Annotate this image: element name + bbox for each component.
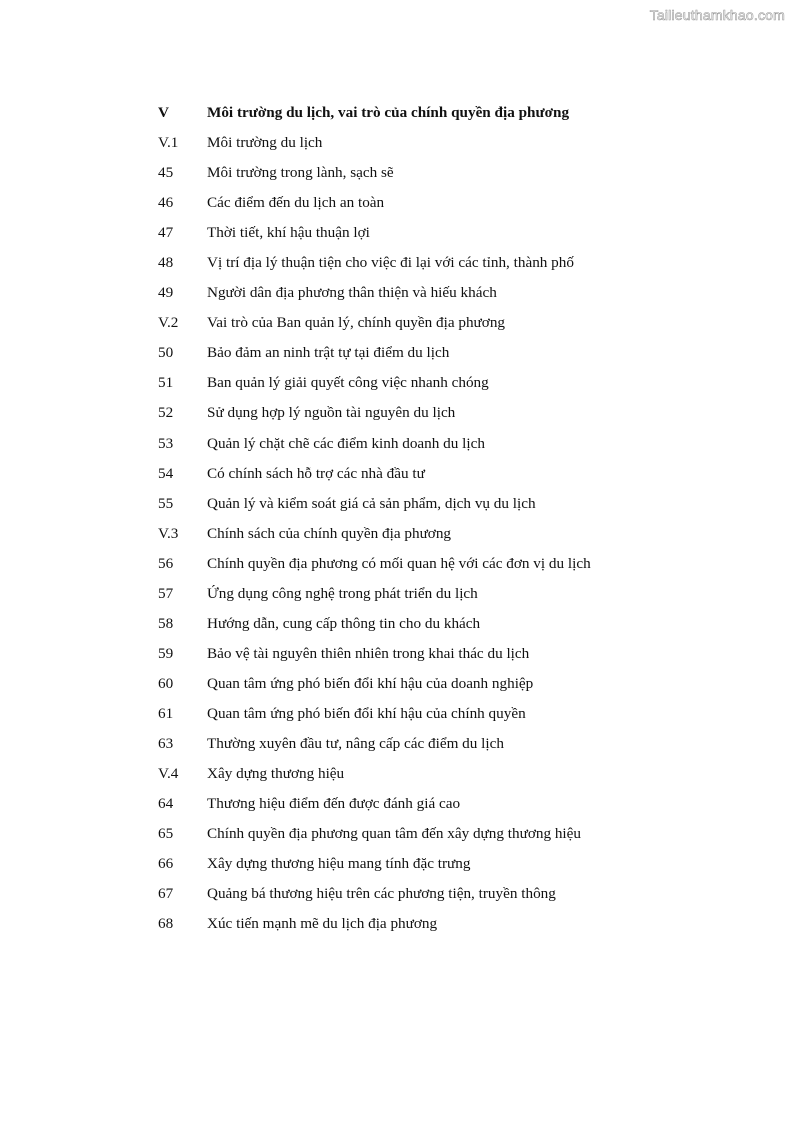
item-text: Thời tiết, khí hậu thuận lợi xyxy=(207,224,370,242)
item-code: 68 xyxy=(158,915,174,933)
item-text: Hướng dẫn, cung cấp thông tin cho du khách xyxy=(207,614,481,632)
item-text: Quản lý chặt chẽ các điểm kinh doanh du lịch xyxy=(207,434,485,452)
item-text: Chính quyền địa phương có mối quan hệ với các đơn vị du lịch xyxy=(207,554,591,572)
table-row xyxy=(158,429,591,459)
criteria-table xyxy=(158,98,591,939)
subsection-row xyxy=(158,759,591,789)
item-text: Thương hiệu điểm đến được đánh giá cao xyxy=(207,795,461,813)
item-text: Quan tâm ứng phó biến đổi khí hậu của doanh nghiệp xyxy=(207,674,534,692)
item-text: Ứng dụng công nghệ trong phát triển du lịch xyxy=(207,584,478,602)
item-text: Xây dựng thương hiệu mang tính đặc trưng xyxy=(207,855,471,873)
item-code: 59 xyxy=(158,644,174,662)
table-row xyxy=(158,489,591,519)
item-code: 61 xyxy=(158,704,174,722)
item-code: 54 xyxy=(158,464,174,482)
item-code: 53 xyxy=(158,434,174,452)
item-text: Vị trí địa lý thuận tiện cho việc đi lại với các tỉnh, thành phố xyxy=(207,254,574,272)
item-code: 52 xyxy=(158,404,174,422)
item-code: 46 xyxy=(158,194,174,212)
item-text: Người dân địa phương thân thiện và hiếu khách xyxy=(207,284,497,302)
table-row xyxy=(158,609,591,639)
item-code: 50 xyxy=(158,344,174,362)
table-row xyxy=(158,158,591,188)
item-text: Môi trường du lịch xyxy=(207,134,323,152)
item-code: 57 xyxy=(158,584,174,602)
table-row xyxy=(158,579,591,609)
table-row xyxy=(158,879,591,909)
item-code: 60 xyxy=(158,674,174,692)
item-text: Xúc tiến mạnh mẽ du lịch địa phương xyxy=(207,915,438,933)
table-row xyxy=(158,248,591,278)
table-row xyxy=(158,909,591,939)
table-row xyxy=(158,849,591,879)
table-row xyxy=(158,669,591,699)
table-row xyxy=(158,278,591,308)
item-text: Sử dụng hợp lý nguồn tài nguyên du lịch xyxy=(207,404,456,422)
table-row xyxy=(158,218,591,248)
watermark: Tailieuthamkhao.com xyxy=(649,7,785,23)
item-text: Bảo vệ tài nguyên thiên nhiên trong khai thác du lịch xyxy=(207,644,530,662)
item-code: 66 xyxy=(158,855,174,873)
item-code: 48 xyxy=(158,254,174,272)
item-text: Có chính sách hỗ trợ các nhà đầu tư xyxy=(207,464,425,482)
item-code: V.2 xyxy=(158,314,179,332)
item-text: Bảo đảm an ninh trật tự tại điểm du lịch xyxy=(207,344,450,362)
subsection-row xyxy=(158,308,591,338)
item-text: Môi trường du lịch, vai trò của chính quyền địa phương xyxy=(207,104,570,122)
table-row xyxy=(158,699,591,729)
item-text: Chính sách của chính quyền địa phương xyxy=(207,524,452,542)
item-code: 55 xyxy=(158,494,174,512)
item-code: 64 xyxy=(158,795,174,813)
item-code: 63 xyxy=(158,735,174,752)
item-code: 49 xyxy=(158,284,174,302)
table-row xyxy=(158,729,591,759)
item-code: V.4 xyxy=(158,765,179,783)
item-text: Các điểm đến du lịch an toàn xyxy=(207,194,385,212)
item-code: 67 xyxy=(158,885,174,903)
item-text: Xây dựng thương hiệu xyxy=(207,765,345,783)
subsection-row xyxy=(158,128,591,158)
item-code: 51 xyxy=(158,374,174,392)
item-code: V xyxy=(158,104,169,122)
item-text: Ban quản lý giải quyết công việc nhanh chóng xyxy=(207,374,489,392)
item-code: 65 xyxy=(158,825,174,843)
item-code: 58 xyxy=(158,614,174,632)
table-row xyxy=(158,639,591,669)
item-text: Quản lý và kiểm soát giá cả sản phẩm, dịch vụ du lịch xyxy=(207,494,536,512)
item-text: Thường xuyên đầu tư, nâng cấp các điểm du lịch xyxy=(207,735,504,752)
table-row xyxy=(158,459,591,489)
table-row xyxy=(158,398,591,428)
item-code: 56 xyxy=(158,554,174,572)
item-code: V.3 xyxy=(158,524,179,542)
item-text: Quan tâm ứng phó biến đổi khí hậu của chính quyền xyxy=(207,704,526,722)
item-text: Vai trò của Ban quản lý, chính quyền địa phương xyxy=(207,314,506,332)
item-text: Môi trường trong lành, sạch sẽ xyxy=(207,164,394,182)
subsection-row xyxy=(158,519,591,549)
section-row xyxy=(158,98,591,128)
table-row xyxy=(158,819,591,849)
table-row xyxy=(158,338,591,368)
item-text: Quảng bá thương hiệu trên các phương tiện, truyền thông xyxy=(207,885,556,903)
item-code: V.1 xyxy=(158,134,179,152)
item-text: Chính quyền địa phương quan tâm đến xây dựng thương hiệu xyxy=(207,825,581,843)
item-code: 45 xyxy=(158,164,174,182)
table-row xyxy=(158,368,591,398)
table-row xyxy=(158,789,591,819)
table-row xyxy=(158,549,591,579)
table-row xyxy=(158,188,591,218)
item-code: 47 xyxy=(158,224,174,242)
